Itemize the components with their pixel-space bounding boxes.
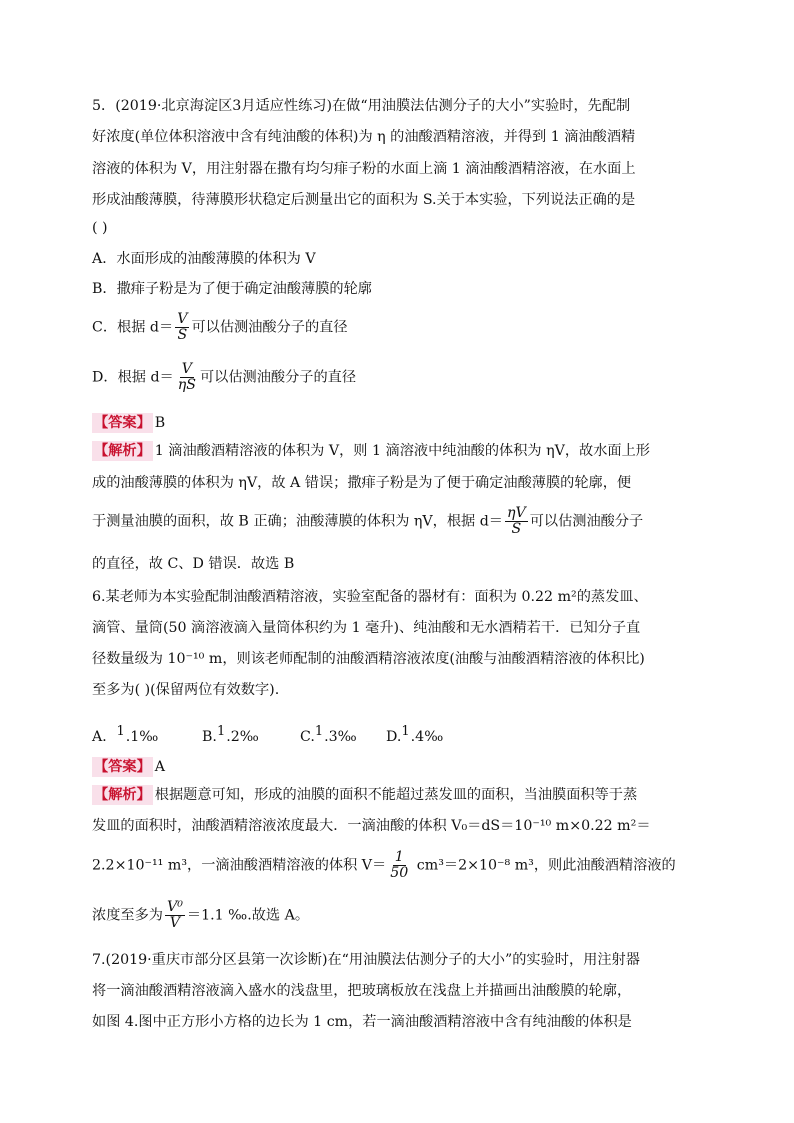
analysis-tag: 【解析】	[94, 787, 151, 803]
option-value: .3‰	[324, 729, 357, 745]
answer-value: B	[154, 415, 166, 431]
analysis-text: cm³＝2×10⁻⁸ m³，则此油酸酒精溶液的	[412, 857, 676, 874]
q6-option-a	[92, 722, 158, 747]
q5-option-d-suffix: 可以估测油酸分子的直径	[199, 369, 357, 386]
option-letter: B.	[202, 729, 217, 745]
fraction-denominator: S	[177, 327, 188, 343]
q6-analysis-fraction-ratio	[165, 900, 185, 931]
analysis-text: ＝1.1 ‰.故选 A。	[186, 907, 310, 924]
q5-option-c-fraction	[175, 312, 189, 343]
option-digit: 1	[216, 724, 226, 739]
answer-tag: 【答案】	[94, 415, 151, 431]
answer-value: A	[154, 759, 166, 775]
q7-line-1: 7.(2019·重庆市部分区县第一次诊断)在“用油膜法估测分子的大小”的实验时，用注射器	[92, 952, 640, 968]
analysis-text: 于测量油膜的面积，故 B 正确；油酸薄膜的体积为 ηV，根据 d＝	[92, 513, 503, 530]
q5-line-4: 形成油酸薄膜，待薄膜形状稳定后测量出它的面积为 S.关于本实验，下列说法正确的是	[92, 192, 636, 208]
fraction-numerator: ηV	[506, 505, 526, 521]
q6-analysis-line-1	[92, 785, 637, 805]
q7-line-3: 如图 4.图中正方形小方格的边长为 1 cm，若一滴油酸酒精溶液中含有纯油酸的体积是	[92, 1014, 632, 1030]
q5-option-d-prefix: D．根据 d＝	[92, 369, 174, 386]
fraction-denominator: ηS	[177, 377, 196, 393]
analysis-text: 可以估测油酸分子	[529, 513, 644, 530]
q6-option-d	[386, 722, 443, 747]
option-letter: C.	[300, 729, 315, 745]
option-value: .4‰	[410, 729, 444, 745]
q6-answer	[92, 757, 165, 777]
q6-analysis-line-3	[92, 850, 676, 881]
fraction-numerator: V	[177, 311, 188, 327]
q5-analysis-line-1	[92, 441, 650, 461]
q5-option-d-fraction	[176, 362, 198, 393]
fraction-numerator: V⁰	[166, 899, 183, 915]
q7-line-2: 将一滴油酸酒精溶液滴入盛水的浅盘里，把玻璃板放在浅盘上并描画出油酸膜的轮廓，	[92, 983, 632, 999]
q6-options	[92, 722, 492, 744]
q5-analysis-fraction	[505, 506, 528, 537]
q6-line-3: 径数量级为 10⁻¹⁰ m，则该老师配制的油酸酒精溶液浓度(油酸与油酸酒精溶液的体积比)	[92, 651, 645, 667]
q5-line-5: ( )	[92, 220, 108, 236]
q6-analysis-line-4	[92, 900, 309, 931]
analysis-text: 1 滴油酸酒精溶液的体积为 V，则 1 滴溶液中纯油酸的体积为 ηV，故水面上形	[154, 443, 650, 459]
q6-analysis-fraction-volume	[388, 850, 410, 881]
analysis-text: 2.2×10⁻¹¹ m³，一滴油酸酒精溶液的体积 V＝	[92, 857, 387, 874]
q6-line-1: 6.某老师为本实验配制油酸酒精溶液，实验室配备的器材有：面积为 0.22 m²的蒸发皿、	[92, 589, 648, 605]
q5-analysis-line-2: 成的油酸薄膜的体积为 ηV，故 A 错误；撒痱子粉是为了便于确定油酸薄膜的轮廓，便	[92, 475, 632, 491]
q5-option-d	[92, 362, 356, 393]
analysis-tag: 【解析】	[94, 443, 151, 459]
q6-option-b	[202, 722, 259, 747]
fraction-numerator: 1	[394, 849, 404, 865]
option-value: .1‰	[125, 729, 159, 745]
q5-answer	[92, 413, 165, 433]
q6-option-c	[300, 722, 357, 747]
option-digit: 1	[401, 724, 410, 739]
option-digit: 1	[314, 724, 324, 739]
q6-analysis-line-2: 发皿的面积时，油酸酒精溶液浓度最大．一滴油酸的体积 V₀＝dS＝10⁻¹⁰ m×0.22 m²＝	[92, 818, 651, 834]
analysis-text: 根据题意可知，形成的油膜的面积不能超过蒸发皿的面积，当油膜面积等于蒸	[154, 787, 638, 803]
q5-line-1: 5．(2019·北京海淀区3月适应性练习)在做“用油膜法估测分子的大小”实验时，先配制	[92, 98, 631, 114]
fraction-denominator: 50	[390, 865, 409, 881]
fraction-numerator: V	[181, 361, 192, 377]
option-letter: D.	[386, 729, 402, 745]
option-value: .2‰	[226, 729, 259, 745]
q5-line-2: 好浓度(单位体积溶液中含有纯油酸的体积)为 η 的油酸酒精溶液，并得到 1 滴油酸酒精	[92, 129, 636, 145]
fraction-denominator: S	[511, 521, 522, 537]
option-digit: 1	[116, 724, 125, 739]
q6-line-4: 至多为( )(保留两位有效数字).	[92, 682, 280, 698]
fraction-denominator: V	[169, 915, 181, 931]
q5-option-c-prefix: C．根据 d＝	[92, 319, 174, 336]
q5-analysis-line-4: 的直径，故 C、D 错误．故选 B	[92, 556, 295, 572]
q5-option-c-suffix: 可以估测油酸分子的直径	[191, 319, 348, 336]
q5-option-c	[92, 312, 348, 343]
q6-line-2: 滴管、量筒(50 滴溶液滴入量筒体积约为 1 毫升)、纯油酸和无水酒精若干．已知分子直	[92, 620, 641, 636]
q5-analysis-line-3	[92, 506, 643, 537]
analysis-text: 浓度至多为	[92, 907, 163, 924]
q5-line-3: 溶液的体积为 V，用注射器在撒有均匀痱子粉的水面上滴 1 滴油酸酒精溶液，在水面上	[92, 161, 636, 177]
q5-option-b: B．撒痱子粉是为了便于确定油酸薄膜的轮廓	[92, 281, 372, 297]
q5-option-a: A．水面形成的油酸薄膜的体积为 V	[92, 251, 316, 267]
answer-tag: 【答案】	[94, 759, 151, 775]
option-letter: A．	[92, 729, 117, 745]
